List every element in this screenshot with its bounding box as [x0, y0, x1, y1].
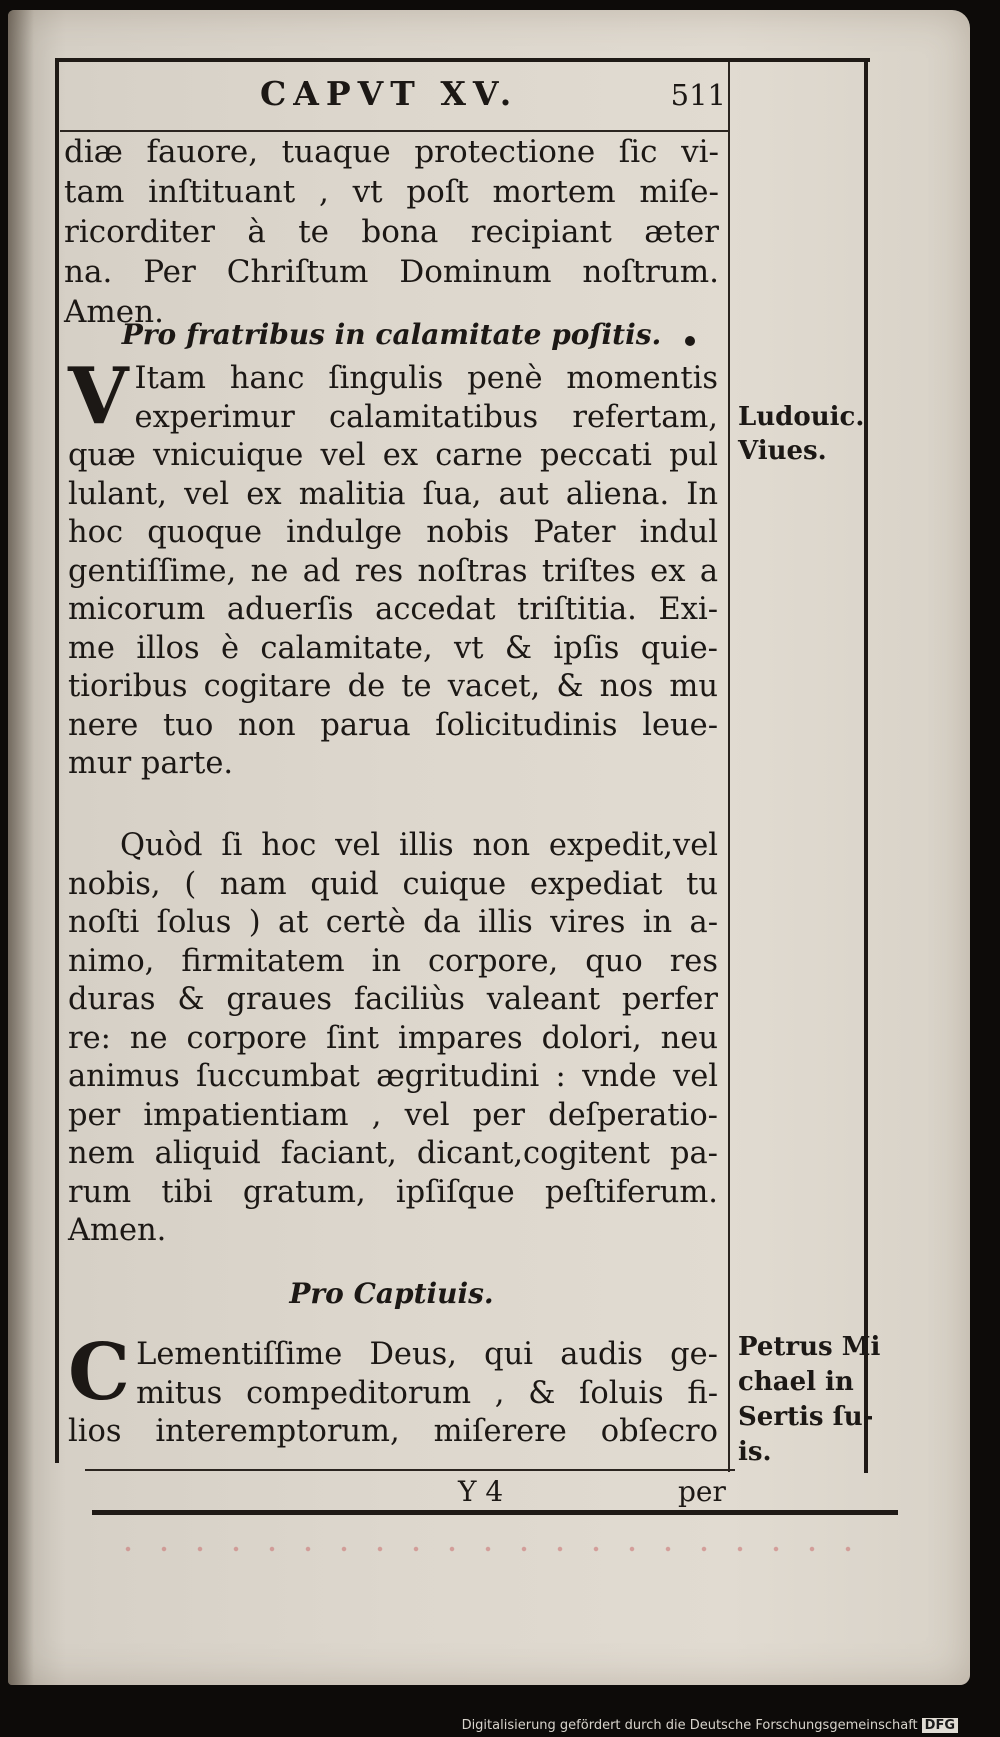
text-line: re: ne corpore ſint impares dolori, neu [68, 1020, 718, 1056]
text-line: ricorditer à te bona recipiant æter [64, 214, 719, 250]
frame-left-rule [55, 58, 59, 1463]
text-line: na. Per Chriſtum Dominum noſtrum. [64, 254, 719, 290]
running-head [60, 74, 728, 124]
frame-bottom-rule [92, 1510, 898, 1515]
text-line: Amen. [64, 294, 164, 330]
margin-note-line: Petrus Mi [738, 1332, 881, 1362]
text-line: mur parte. [68, 746, 234, 781]
frame-right-rule [864, 58, 868, 1473]
section-heading: Pro Captiuis. [289, 1277, 494, 1310]
intro-paragraph [64, 132, 719, 332]
digitization-credit [462, 1718, 958, 1733]
margin-note-source-1 [738, 400, 864, 468]
text-line: quæ vnicuique vel ex carne peccati pul [68, 438, 718, 473]
text-line: hoc quoque indulge nobis Pater indul [68, 515, 718, 550]
text-line: micorum aduerſis accedat triſtitia. Exi- [68, 592, 718, 627]
margin-note-line: Viues. [738, 436, 827, 466]
margin-note-line: Ludouic. [738, 402, 865, 432]
text-line: nobis, ( nam quid cuique expediat tu [68, 866, 718, 902]
spine-shadow [8, 10, 34, 1685]
margin-note-line: Sertis ſu- [738, 1402, 874, 1432]
text-line: diæ fauore, tuaque protectione ſic vi- [64, 134, 719, 170]
frame-top-rule [55, 58, 870, 62]
text-line: tam inſtituant , vt poſt mortem miſe- [64, 174, 719, 210]
text-line: rum tibi gratum, ipſiſque peſtiferum. [68, 1174, 718, 1210]
text-line: lulant, vel ex malitia ſua, aut aliena. In [68, 476, 718, 512]
text-line: noſti ſolus ) at certè da illis vires in a- [68, 905, 718, 940]
margin-note-line: is. [738, 1437, 772, 1467]
margin-note-line: chael in [738, 1367, 854, 1397]
text-line: nere tuo non parua ſolicitudinis leue- [68, 707, 718, 743]
decorative-dot-row [110, 1542, 870, 1556]
chapter-title: CAPVT XV. [260, 74, 519, 113]
footer-rule [85, 1469, 735, 1471]
margin-note-source-2 [738, 1330, 880, 1470]
text-line: tioribus cogitare de te vacet, & nos mu [68, 669, 718, 704]
text-line: mitus compeditorum , & ſoluis fi- [136, 1375, 718, 1411]
prayer-paragraph-3 [68, 1327, 718, 1452]
section-heading: Pro fratribus in calamitate poſitis. [121, 318, 662, 351]
drop-cap: C [68, 1327, 131, 1418]
dfg-logo: DFG [922, 1718, 958, 1733]
text-line: me illos è calamitate, vt & ipſis quie- [68, 630, 718, 666]
text-line: animus ſuccumbat ægritudini : vnde vel [68, 1059, 718, 1094]
text-line: per impatientiam , vel per deſperatio- [68, 1097, 718, 1133]
catchword: per [678, 1475, 726, 1508]
signature-mark: Y 4 [458, 1475, 504, 1508]
text-line: Itam hanc ſingulis penè momentis [134, 361, 718, 396]
text-line: duras & graues faciliùs valeant perfer [68, 982, 718, 1017]
margin-column-rule [728, 62, 730, 1472]
prayer-paragraph-2 [68, 827, 718, 1251]
text-line: gentiſſime, ne ad res noſtras triſtes ex a [68, 553, 718, 589]
prayer-paragraph-1 [68, 351, 718, 784]
credit-text: Digitalisierung gefördert durch die Deutsche Forschungsgemeinschaft [461, 1718, 918, 1733]
text-line: Quòd ſi hoc vel illis non expedit,vel [120, 828, 718, 863]
text-line: Lementiſſime Deus, qui audis ge- [136, 1337, 718, 1372]
text-line: lios interemptorum, miſerere obſecro [68, 1414, 718, 1449]
page-number: 511 [670, 78, 726, 112]
text-line: nimo, firmitatem in corpore, quo res [68, 943, 718, 979]
text-line: nem aliquid faciant, dicant,cogitent pa- [68, 1136, 718, 1171]
drop-cap: V [68, 351, 129, 442]
text-line: experimur calamitatibus refertam, [134, 399, 718, 435]
text-line: Amen. [68, 1213, 167, 1248]
